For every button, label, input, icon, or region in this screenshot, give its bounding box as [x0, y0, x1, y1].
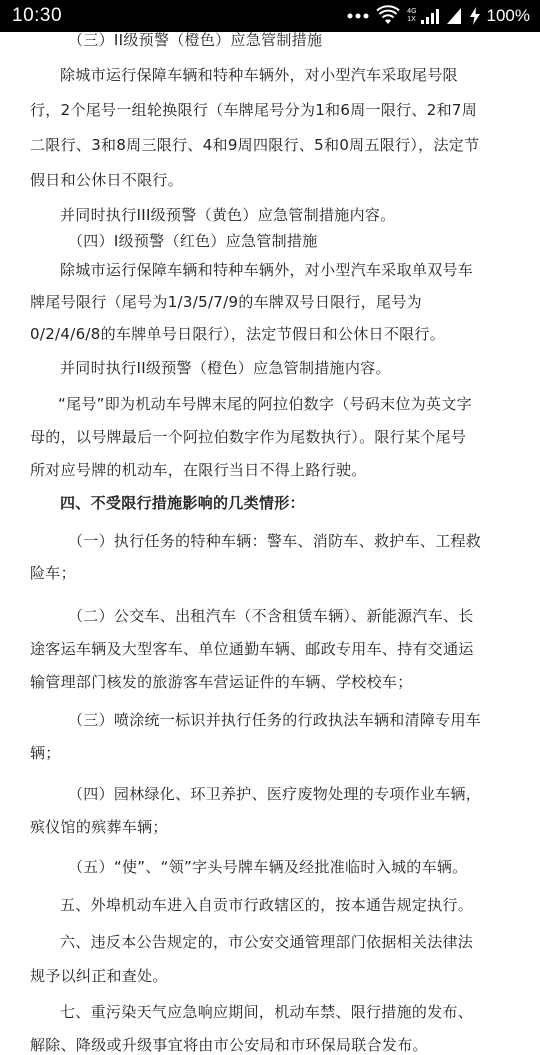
document-line: 险车； — [30, 564, 76, 582]
document-line: 六、违反本公告规定的，市公安交通管理部门依据相关法律法 — [60, 933, 474, 951]
document-line: 七、重污染天气应急响应期间，机动车禁、限行措施的发布、 — [60, 1003, 474, 1021]
document-line: 除城市运行保障车辆和特种车辆外，对小型汽车采取单双号车 — [60, 261, 474, 279]
document-line: （一）执行任务的特种车辆：警车、消防车、救护车、工程救 — [68, 532, 482, 550]
document-line: 并同时执行II级预警（橙色）应急管制措施内容。 — [60, 359, 391, 377]
document-line: （二）公交车、出租汽车（不含租赁车辆）、新能源汽车、长 — [68, 607, 474, 625]
document-line: 除城市运行保障车辆和特种车辆外，对小型汽车采取尾号限 — [60, 66, 458, 84]
wifi-icon — [377, 7, 399, 25]
document-line: （五）“使”、“领”字头号牌车辆及经批准临时入城的车辆。 — [68, 858, 468, 876]
battery-level: 100% — [486, 6, 530, 25]
document-line: 并同时执行III级预警（黄色）应急管制措施内容。 — [60, 206, 396, 224]
document-line: 五、外埠机动车进入自贡市行政辖区的，按本通告规定执行。 — [60, 896, 474, 914]
document-line: 所对应号牌的机动车，在限行当日不得上路行驶。 — [30, 461, 367, 479]
status-bar — [0, 0, 540, 32]
document-line: 途客运车辆及大型客车、单位通勤车辆、邮政专用车、持有交通运 — [30, 640, 474, 658]
document-line: （四）园林绿化、环卫养护、医疗废物处理的专项作业车辆， — [68, 785, 482, 803]
document-line: 规予以纠正和查处。 — [30, 967, 168, 985]
network-type-bottom: 1X — [407, 16, 416, 23]
document-line: 二限行、3和8周三限行、4和9周四限行、5和0周五限行），法定节 — [30, 136, 480, 154]
status-icons — [347, 6, 530, 26]
document-line: 辆； — [30, 744, 61, 762]
document-line: 四、不受限行措施影响的几类情形： — [60, 494, 305, 512]
status-time: 10:30 — [12, 5, 63, 26]
document-line: （三）喷涂统一标识并执行任务的行政执法车辆和清障专用车 — [68, 711, 482, 729]
document-line: 殡仪馆的殡葬车辆； — [30, 818, 168, 836]
document-line: 解除、降级或升级事宜将由市公安局和市环保局联合发布。 — [30, 1036, 428, 1054]
document-line: “尾号”即为机动车号牌末尾的阿拉伯数字（号码末位为英文字 — [58, 395, 472, 413]
signal-2-icon — [447, 8, 461, 24]
document-body — [0, 31, 540, 1054]
network-type-top: 4G — [407, 8, 417, 15]
document-line: 假日和公休日不限行。 — [30, 171, 184, 189]
document-line: 行，2个尾号一组轮换限行（车牌尾号分为1和6周一限行、2和7周 — [30, 101, 478, 119]
signal-1-icon — [421, 8, 439, 24]
charging-icon — [469, 7, 481, 25]
document-line: （四）I级预警（红色）应急管制措施 — [68, 232, 318, 250]
network-type — [407, 8, 416, 24]
document-line: 牌尾号限行（尾号为1/3/5/7/9的车牌双号日限行，尾号为 — [30, 293, 422, 311]
dots-icon — [347, 12, 369, 20]
document-line: 母的，以号牌最后一个阿拉伯数字作为尾数执行）。限行某个尾号 — [30, 428, 467, 446]
document-line: （三）II级预警（橙色）应急管制措施 — [68, 31, 323, 49]
document-line: 0/2/4/6/8的车牌单号日限行），法定节假日和公休日不限行。 — [30, 325, 446, 343]
document-line: 输管理部门核发的旅游客车营运证件的车辆、学校校车； — [30, 673, 413, 691]
